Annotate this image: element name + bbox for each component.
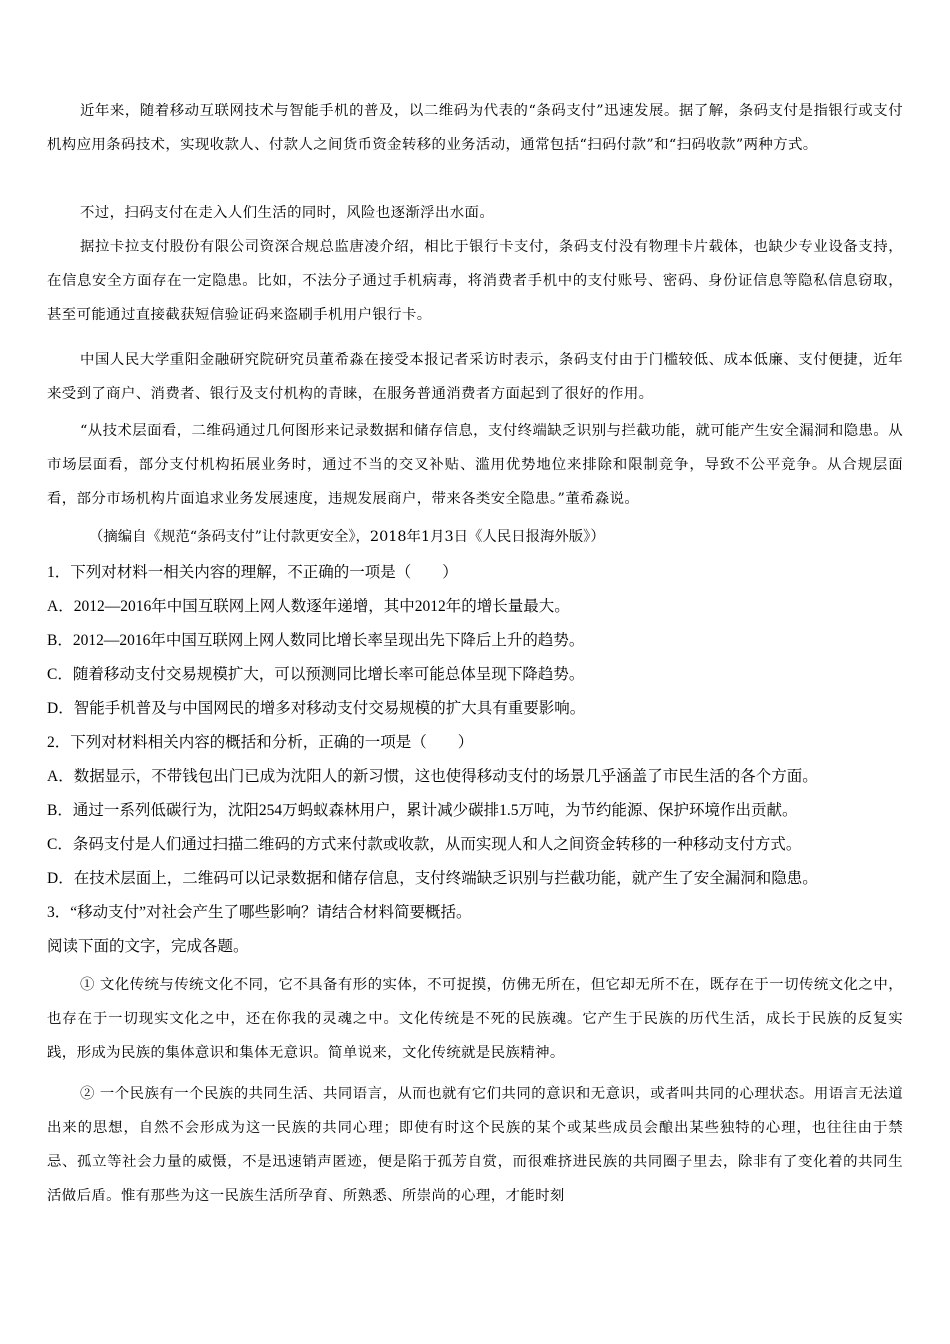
article-paragraph-3: 据拉卡拉支付股份有限公司资深合规总监唐凌介绍，相比于银行卡支付，条码支付没有物理卡片载体，也缺少专业设备支持，在信息安全方面存在一定隐患。比如，不法分子通过手机病毒，将消费者手机中的支付账号、密码、身份证信息等隐私信息窃取，甚至可能通过直接截获短信验证码来盗刷手机用户银行卡。	[47, 239, 903, 323]
reading-2-instruction: 阅读下面的文字，完成各题。	[47, 938, 249, 955]
article-source-citation: （摘编自《规范“条码支付”让付款更安全》，2018年1月3日《人民日报海外版》）	[89, 529, 605, 545]
question-1-stem: 1．下列对材料一相关内容的理解，不正确的一项是（ ）	[47, 564, 458, 581]
question-1-option-d: D．智能手机普及与中国网民的增多对移动支付交易规模的扩大具有重要影响。	[47, 700, 586, 717]
reading-2-paragraph-2: ② 一个民族有一个民族的共同生活、共同语言，从而也就有它们共同的意识和无意识，或者叫共同的心理状态。用语言无法道出来的思想，自然不会形成为这一民族的共同心理；即使有时这个民族的某个或某些成员会酿出某些独特的心理，也往往由于禁忌、孤立等社会力量的威慑，不是迅速销声匿迹，便是陷于孤芳自赏，而很难挤进民族的共同圈子里去，除非有了变化着的共同生活做后盾。惟有那些为这一民族生活所孕育、所熟悉、所崇尚的心理，才能时刻	[47, 1086, 903, 1204]
question-2-option-a: A．数据显示，不带钱包出门已成为沈阳人的新习惯，这也使得移动支付的场景几乎涵盖了市民生活的各个方面。	[47, 768, 818, 785]
question-1-option-a: A．2012—2016年中国互联网上网人数逐年递增，其中2012年的增长量最大。	[47, 598, 570, 615]
question-2-option-b: B．通过一系列低碳行为，沈阳254万蚂蚁森林用户，累计减少碳排1.5万吨，为节约能源、保护环境作出贡献。	[47, 802, 798, 819]
question-2-stem: 2．下列对材料相关内容的概括和分析，正确的一项是（ ）	[47, 734, 474, 751]
article-paragraph-1: 近年来，随着移动互联网技术与智能手机的普及，以二维码为代表的“条码支付”迅速发展。据了解，条码支付是指银行或支付机构应用条码技术，实现收款人、付款人之间货币资金转移的业务活动，通常包括“扫码付款”和“扫码收款”两种方式。	[47, 103, 903, 153]
question-1-option-c: C．随着移动支付交易规模扩大，可以预测同比增长率可能总体呈现下降趋势。	[47, 666, 585, 683]
question-2-option-d: D．在技术层面上，二维码可以记录数据和储存信息，支付终端缺乏识别与拦截功能，就产生了安全漏洞和隐患。	[47, 870, 818, 887]
question-3-stem: 3．“移动支付”对社会产生了哪些影响？请结合材料简要概括。	[47, 904, 472, 921]
reading-2-paragraph-1: ① 文化传统与传统文化不同，它不具备有形的实体，不可捉摸，仿佛无所在，但它却无所不在，既存在于一切传统文化之中，也存在于一切现实文化之中，还在你我的灵魂之中。文化传统是不死的民族魂。它产生于民族的历代生活，成长于民族的反复实践，形成为民族的集体意识和集体无意识。简单说来，文化传统就是民族精神。	[47, 977, 903, 1061]
article-paragraph-5: “从技术层面看，二维码通过几何图形来记录数据和储存信息，支付终端缺乏识别与拦截功能，就可能产生安全漏洞和隐患。从市场层面看，部分支付机构拓展业务时，通过不当的交叉补贴、滥用优势地位来排除和限制竞争，导致不公平竞争。从合规层面看，部分市场机构片面追求业务发展速度，违规发展商户，带来各类安全隐患。”董希淼说。	[47, 423, 903, 507]
question-1-option-b: B．2012—2016年中国互联网上网人数同比增长率呈现出先下降后上升的趋势。	[47, 632, 585, 649]
question-2-option-c: C．条码支付是人们通过扫描二维码的方式来付款或收款，从而实现人和人之间资金转移的一种移动支付方式。	[47, 836, 802, 853]
article-paragraph-2: 不过，扫码支付在走入人们生活的同时，风险也逐渐浮出水面。	[80, 205, 495, 221]
article-paragraph-4: 中国人民大学重阳金融研究院研究员董希淼在接受本报记者采访时表示，条码支付由于门槛较低、成本低廉、支付便捷，近年来受到了商户、消费者、银行及支付机构的青睐，在服务普通消费者方面起到了很好的作用。	[47, 352, 903, 402]
